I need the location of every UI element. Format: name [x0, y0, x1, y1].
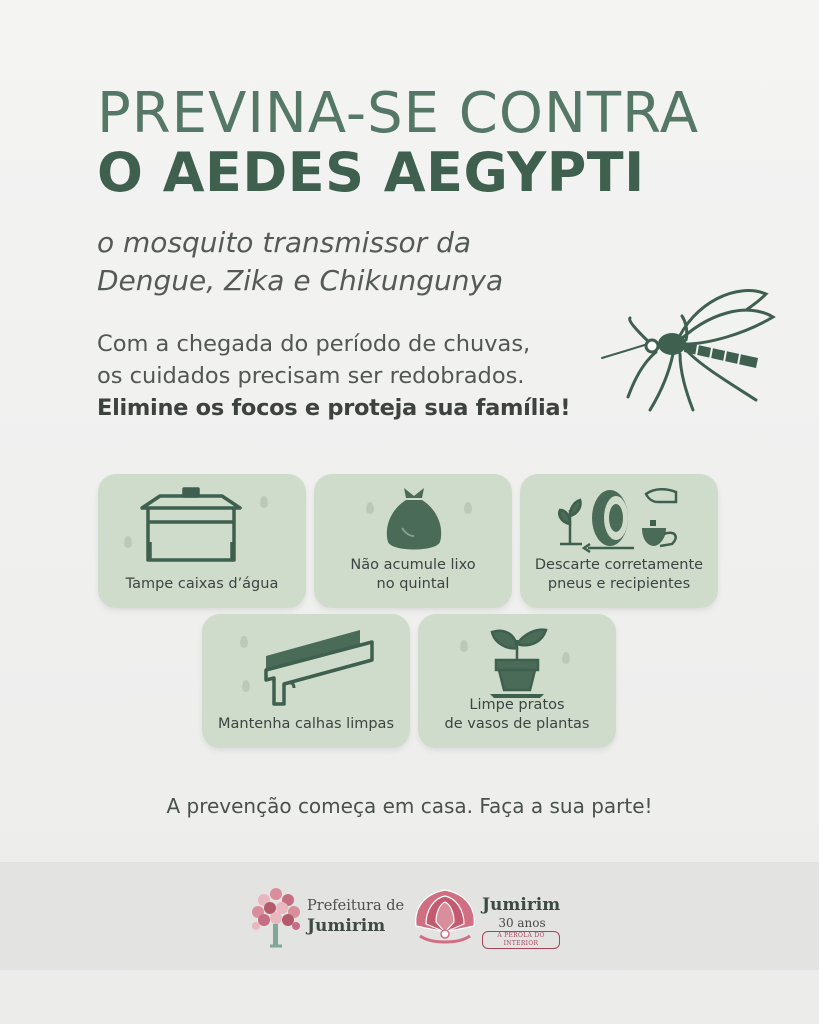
- jumirim-years: 30 anos: [498, 916, 546, 930]
- water-drop-decoration: [240, 636, 248, 648]
- water-tank-icon: [140, 486, 242, 562]
- plant-pot-icon: [484, 620, 550, 700]
- card-dispose-tires: [520, 474, 718, 608]
- subtitle-line1: o mosquito transmissor da: [97, 226, 472, 259]
- jumirim-name: Jumirim: [482, 895, 561, 915]
- prefeitura-tree-logo: [250, 886, 302, 948]
- card-label: [418, 696, 616, 734]
- water-drop-decoration: [260, 496, 268, 508]
- trash-bag-icon: [384, 484, 444, 556]
- card-label: [520, 556, 718, 594]
- water-drop-decoration: [366, 502, 374, 514]
- card-label-line2: pneus e recipientes: [547, 576, 691, 592]
- body-text: [97, 328, 617, 424]
- card-cover-water-tanks: [98, 474, 306, 608]
- card-clean-plant-saucers: [418, 614, 616, 748]
- water-drop-decoration: [242, 680, 250, 692]
- jumirim-shell-logo: [412, 886, 478, 946]
- card-label-line1: Descarte corretamente: [534, 557, 704, 573]
- title-line1: PREVINA-SE CONTRA: [97, 81, 700, 146]
- card-label: Mantenha calhas limpas: [217, 716, 395, 732]
- prefeitura-line2: Jumirim: [307, 916, 386, 936]
- card-no-trash-accumulation: [314, 474, 512, 608]
- card-label-line2: de vasos de plantas: [444, 716, 590, 732]
- body-line2: os cuidados precisam ser redobrados.: [97, 363, 525, 389]
- body-line3-emphasis: Elimine os focos e proteja sua família!: [97, 395, 571, 421]
- prefeitura-line1: Prefeitura de: [307, 898, 405, 914]
- jumirim-logo-text: [482, 894, 562, 949]
- tire-recycle-icon: [554, 484, 684, 556]
- prefeitura-logo-text: [307, 897, 404, 937]
- water-drop-decoration: [460, 640, 468, 652]
- body-line1: Com a chegada do período de chuvas,: [97, 331, 531, 357]
- subtitle: [97, 224, 617, 300]
- water-drop-decoration: [562, 652, 570, 664]
- gutter-icon: [260, 626, 380, 706]
- card-label: Tampe caixas d’água: [125, 576, 279, 592]
- subtitle-line2: Dengue, Zika e Chikungunya: [97, 264, 504, 297]
- card-label-line1: Não acumule lixo: [350, 557, 476, 573]
- water-drop-decoration: [124, 536, 132, 548]
- card-label-line1: Limpe pratos: [469, 697, 565, 713]
- card-clean-gutters: [202, 614, 410, 748]
- mosquito-icon: [598, 272, 788, 422]
- card-label-line2: no quintal: [376, 576, 450, 592]
- jumirim-tagline: A PÉROLA DO INTERIOR: [482, 931, 560, 949]
- card-label: [314, 556, 512, 594]
- footer-band: [0, 862, 819, 970]
- closing-message: A prevenção começa em casa. Faça a sua parte!: [166, 794, 653, 818]
- title-line2: O AEDES AEGYPTI: [97, 141, 645, 204]
- water-drop-decoration: [464, 502, 472, 514]
